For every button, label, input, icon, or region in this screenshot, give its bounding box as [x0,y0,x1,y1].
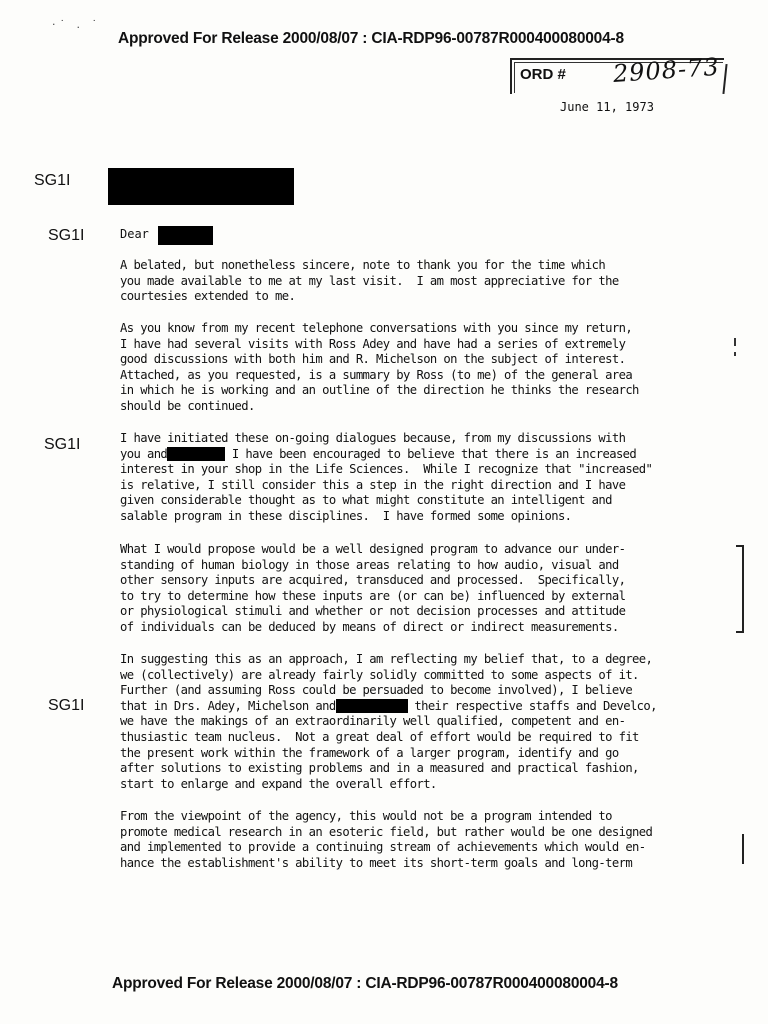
margin-tick [734,338,736,346]
text-line: start to enlarge and expand the overall effort. [120,776,437,791]
text-line: good discussions with both him and R. Michelson on the subject of interest. [120,352,626,367]
margin-bracket [736,545,744,633]
paragraph-1 [120,258,619,305]
text-line: interest in your shop in the Life Sciences. While I recognize that "increased" [120,462,653,477]
text-line: given considerable thought as to what might constitute an intelligent and [120,493,612,508]
paragraph-3 [120,431,652,525]
text-line: A belated, but nonetheless sincere, note to thank you for the time which [120,258,606,272]
redaction-block-name [158,226,213,245]
redaction-inline [167,447,225,461]
release-header: Approved For Release 2000/08/07 : CIA-RDP96-00787R000400080004-8 [118,30,624,47]
paragraph-2 [120,321,639,415]
text-line: we have the makings of an extraordinarily well qualified, competent and en- [120,714,626,729]
margin-marker-sg1i: SG1I [48,227,85,244]
redaction-inline [336,699,408,713]
text-line: standing of human biology in those areas relating to how audio, visual and [120,557,619,572]
paragraph-5 [120,652,657,792]
letter-date: June 11, 1973 [560,100,654,114]
margin-bracket [738,834,744,864]
text-line: or physiological stimuli and whether or not decision processes and attitude [120,604,626,619]
text-line: What I would propose would be a well designed program to advance our under- [120,542,626,556]
text-line-part: their respective staffs and Develco, [407,698,657,713]
release-footer: Approved For Release 2000/08/07 : CIA-RDP96-00787R000400080004-8 [112,975,618,992]
text-line: you made available to me at my last visit. I am most appreciative for the [120,273,619,288]
text-line: to try to determine how these inputs are (or can be) influenced by external [120,588,626,603]
stamp-label: ORD # [520,66,566,83]
text-line: promote medical research in an esoteric field, but rather would be one designed [120,824,653,839]
text-line: From the viewpoint of the agency, this would not be a program intended to [120,809,612,823]
stamp-handwritten-number: 2908-73 [612,52,721,88]
text-line-part: you and [120,446,168,461]
text-line: courtesies extended to me. [120,289,296,304]
text-line-part: I have been encouraged to believe that there is an increased [225,446,637,461]
salutation [120,227,149,241]
margin-marker-sg1i: SG1I [48,697,85,714]
redaction-block-addressee [108,168,294,205]
salutation-text: Dear [120,227,149,241]
text-line: should be continued. [120,398,255,413]
text-line: is relative, I still consider this a step in the right direction and I have [120,477,626,492]
text-line: we (collectively) are already fairly solidly committed to some aspects of it. [120,667,639,682]
scan-specks: ·˙ . ˙ [52,18,101,31]
paragraph-6 [120,809,652,871]
text-line: the present work within the framework of a larger program, identify and go [120,745,619,760]
text-line: I have initiated these on-going dialogues because, from my discussions with [120,431,626,445]
text-line: of individuals can be deduced by means of direct or indirect measurements. [120,619,619,634]
ord-stamp [510,52,732,96]
paragraph-4 [120,542,625,636]
text-line: In suggesting this as an approach, I am reflecting my belief that, to a degree, [120,652,653,666]
text-line: and implemented to provide a continuing stream of achievements which would en- [120,840,646,855]
text-line: other sensory inputs are acquired, transduced and processed. Specifically, [120,573,626,588]
text-line: in which he is working and an outline of the direction he thinks the research [120,383,639,398]
text-line: thusiastic team nucleus. Not a great deal of effort would be required to fit [120,729,639,744]
text-line: Attached, as you requested, is a summary by Ross (to me) of the general area [120,367,633,382]
text-line: As you know from my recent telephone conversations with you since my return, [120,321,633,335]
text-line-part: that in Drs. Adey, Michelson and [120,698,336,713]
text-line: salable program in these disciplines. I have formed some opinions. [120,508,572,523]
text-line: I have had several visits with Ross Adey and have had a series of extremely [120,336,626,351]
text-line: Further (and assuming Ross could be persuaded to become involved), I believe [120,683,633,698]
margin-marker-sg1i: SG1I [34,172,71,189]
margin-marker-sg1i: SG1I [44,436,81,453]
margin-tick [734,352,736,356]
text-line: hance the establishment's ability to meet its short-term goals and long-term [120,855,633,870]
text-line: after solutions to existing problems and in a measured and practical fashion, [120,761,639,776]
